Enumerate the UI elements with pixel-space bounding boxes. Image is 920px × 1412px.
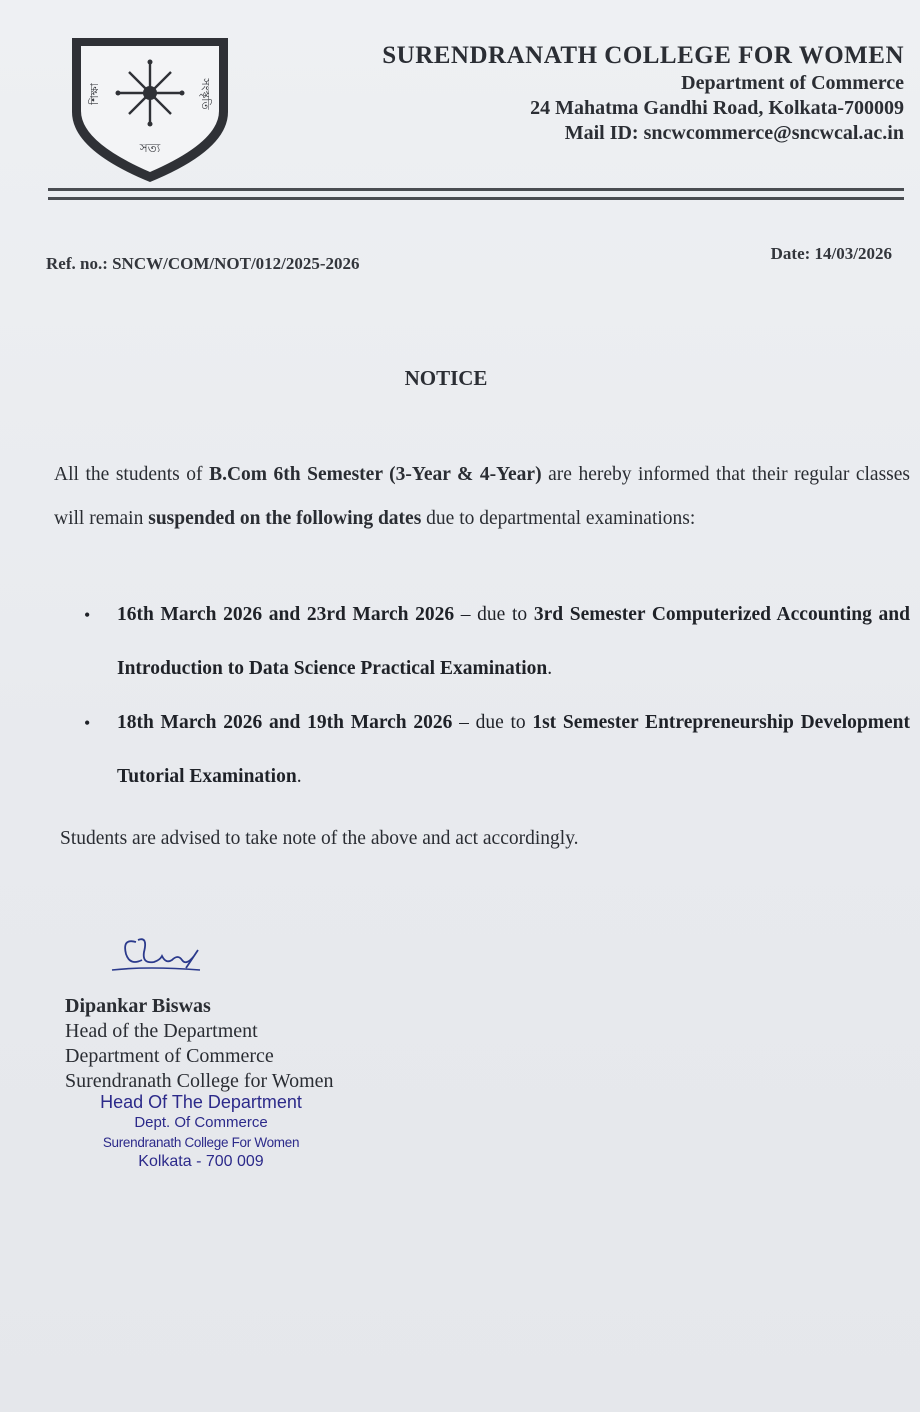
item-sep: – due to [454,604,534,625]
list-item [84,696,910,804]
item-sep: – due to [452,712,533,733]
signatory-block [65,994,334,1094]
college-name: SURENDRANATH COLLEGE FOR WOMEN [382,42,904,69]
header-divider-top [48,188,904,191]
para-text-1: All the students of [54,464,210,485]
bullet-icon: • [84,713,91,733]
letterhead [382,42,904,145]
reference-number: Ref. no.: SNCW/COM/NOT/012/2025-2026 [46,254,360,273]
item-reason: 1st Semester Entrepreneurship Development Tutorial Examination [117,712,910,787]
item-dates: 16th March 2026 and 23rd March 2026 [117,604,455,625]
stamp-line-3: Surendranath College For Women [102,1135,300,1150]
mail-id: Mail ID: sncwcommerce@sncwcal.ac.in [564,122,904,144]
stamp-line-1: Head Of The Department [100,1092,302,1112]
address: 24 Mahatma Gandhi Road, Kolkata-700009 [530,97,904,119]
signatory-title: Head of the Department [65,1020,258,1042]
item-end: . [547,658,553,679]
item-dates: 18th March 2026 and 19th March 2026 [117,712,453,733]
para-text-3: due to departmental examinations: [421,508,696,529]
header-divider-bottom [48,197,904,200]
exam-dates-list [84,588,910,804]
para-bold-course: B.Com 6th Semester (3-Year & 4-Year) [209,464,542,485]
list-item [84,588,910,696]
department-stamp [76,1092,326,1172]
advice-text: Students are advised to take note of the above and act accordingly. [60,828,579,849]
stamp-line-2: Dept. Of Commerce [134,1114,268,1131]
crest-bottom-text: সত্য [139,141,161,155]
college-crest-logo [68,32,232,184]
notice-date: Date: 14/03/2026 [770,244,892,263]
signatory-college: Surendranath College for Women [65,1070,334,1092]
handwritten-signature [108,930,204,978]
item-end: . [296,766,302,787]
para-bold-suspended: suspended on the following dates [148,508,422,529]
signatory-name: Dipankar Biswas [65,995,211,1017]
department-name: Department of Commerce [681,72,904,94]
crest-left-text: শিক্ষা [89,83,101,105]
para-text-2: are hereby informed that their regular classes will remain [54,464,910,529]
stamp-line-4: Kolkata - 700 009 [138,1153,264,1170]
notice-title: NOTICE [404,366,488,390]
bullet-icon: • [84,605,91,625]
crest-right-text: সংস্কৃতি [199,78,211,110]
notice-paragraph [54,453,910,541]
signatory-department: Department of Commerce [65,1045,274,1067]
item-reason: 3rd Semester Computerized Accounting and Introduction to Data Science Practical Examination [117,604,910,679]
